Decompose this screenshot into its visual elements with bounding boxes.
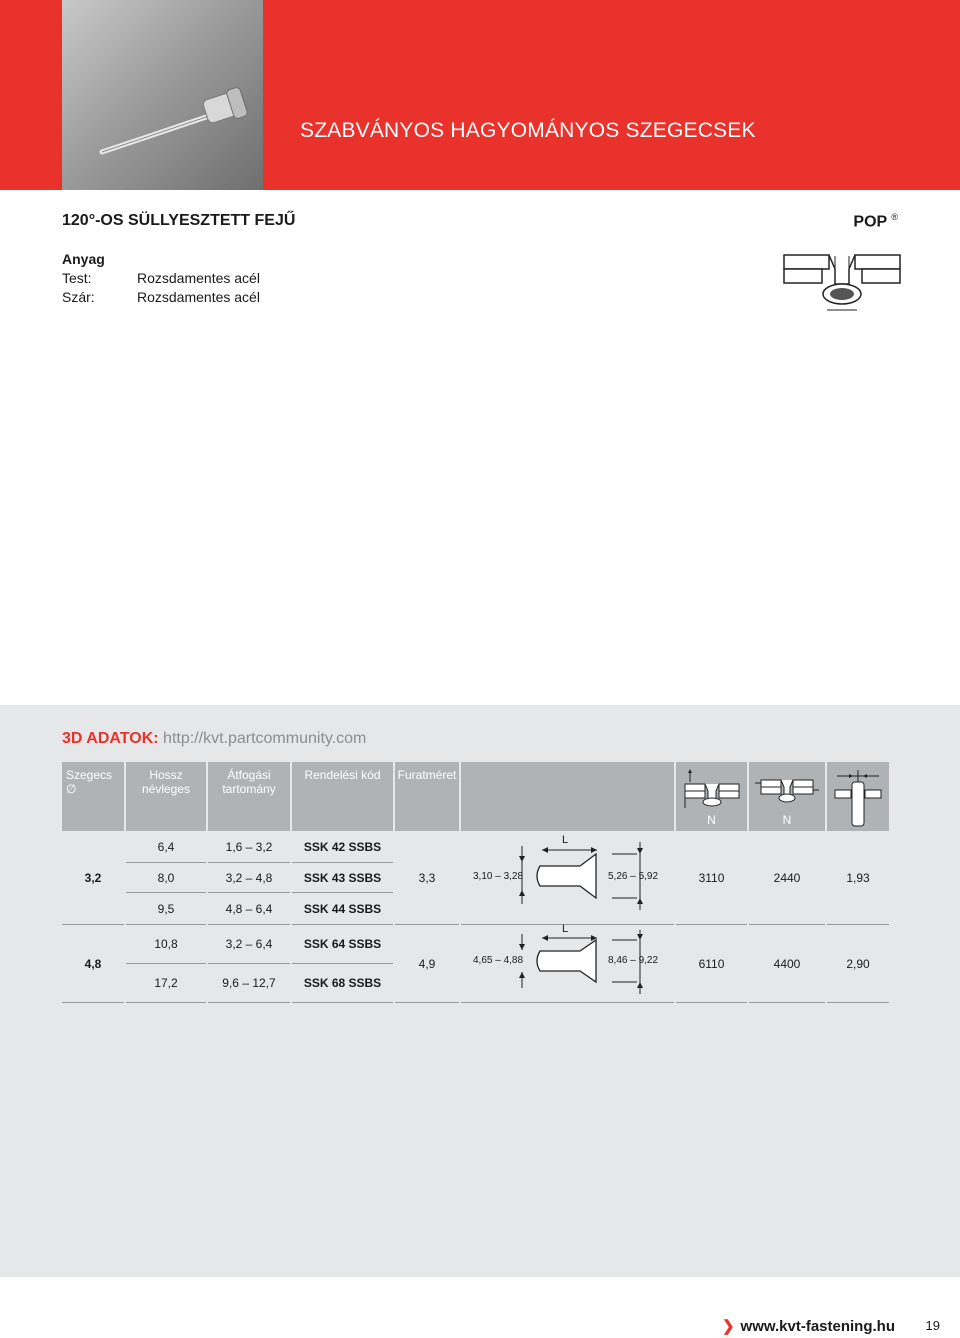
dim-shank-label: 3,10 – 3,28: [473, 871, 524, 882]
order-code-cell: SSK 64 SSBS: [291, 925, 394, 964]
length-cell: 9,5: [125, 893, 207, 925]
page-title: SZABVÁNYOS HAGYOMÁNYOS SZEGECSEK: [300, 119, 756, 142]
3d-data-line: [62, 730, 366, 748]
material-row: [62, 269, 260, 288]
col-hole: Furatméret: [394, 762, 460, 831]
footer-site: [722, 1317, 895, 1335]
registered-mark: ®: [891, 212, 898, 222]
page-number: 19: [925, 1318, 940, 1333]
header-banner: [0, 0, 960, 190]
col-shear: [748, 762, 826, 831]
shear-unit: N: [782, 813, 792, 827]
col-dimensions: [460, 762, 675, 831]
length-cell: 8,0: [125, 863, 207, 893]
page-footer: [0, 1277, 960, 1338]
hole-cell: 3,3: [394, 831, 460, 925]
order-code-cell: SSK 68 SSBS: [291, 964, 394, 1003]
brand-name: POP: [853, 213, 887, 231]
table-header-row: [62, 762, 889, 831]
mandrel-cell: 2,90: [826, 925, 889, 1003]
countersunk-section-icon: [783, 254, 901, 312]
material-value: Rozsdamentes acél: [137, 270, 260, 286]
grip-cell: 1,6 – 3,2: [207, 831, 291, 863]
diameter-cell: 3,2: [62, 831, 125, 925]
grip-cell: 3,2 – 4,8: [207, 863, 291, 893]
order-code-cell: SSK 43 SSBS: [291, 863, 394, 893]
grip-cell: 9,6 – 12,7: [207, 964, 291, 1003]
tensile-cell: 6110: [675, 925, 748, 1003]
rivet-image: [62, 0, 263, 190]
col-code: Rendelési kód: [291, 762, 394, 831]
shear-cell: 2440: [748, 831, 826, 925]
col-diameter: Szegecs ∅: [62, 762, 125, 831]
shear-cell: 4400: [748, 925, 826, 1003]
3d-data-label: 3D ADATOK:: [62, 730, 159, 747]
mandrel-icon: [833, 768, 883, 828]
tensile-strength-icon: [682, 768, 742, 812]
dim-head-label: 5,26 – 5,92: [608, 871, 659, 882]
brand-label: [853, 212, 898, 231]
material-row: [62, 288, 260, 307]
grip-cell: 4,8 – 6,4: [207, 893, 291, 925]
dim-l-label: L: [562, 834, 569, 846]
material-value: Rozsdamentes acél: [137, 289, 260, 305]
table-row: [62, 831, 889, 863]
col-mandrel: [826, 762, 889, 831]
dimension-cell: [460, 831, 675, 925]
diameter-cell: 4,8: [62, 925, 125, 1003]
hole-cell: 4,9: [394, 925, 460, 1003]
order-code-cell: SSK 44 SSBS: [291, 893, 394, 925]
length-cell: 10,8: [125, 925, 207, 964]
shear-strength-icon: [755, 768, 819, 812]
chevron-right-icon: ❯: [721, 1318, 735, 1335]
product-subtitle: 120°-OS SÜLLYESZTETT FEJŰ: [62, 212, 296, 229]
dim-shank-label: 4,65 – 4,88: [473, 955, 524, 966]
length-cell: 6,4: [125, 831, 207, 863]
material-key: Szár:: [62, 289, 95, 305]
dim-head-label: 8,46 – 9,22: [608, 955, 659, 966]
col-length: Hossz névleges: [125, 762, 207, 831]
dimension-cell: [460, 925, 675, 1003]
3d-data-link[interactable]: http://kvt.partcommunity.com: [163, 730, 367, 747]
length-cell: 17,2: [125, 964, 207, 1003]
col-tensile: [675, 762, 748, 831]
col-grip: Átfogási tartomány: [207, 762, 291, 831]
tensile-unit: N: [707, 813, 716, 827]
dim-l-label: L: [562, 923, 569, 935]
footer-site-link[interactable]: www.kvt-fastening.hu: [740, 1318, 895, 1335]
grip-cell: 3,2 – 6,4: [207, 925, 291, 964]
table-row: [62, 925, 889, 964]
tensile-cell: 3110: [675, 831, 748, 925]
rivet-photo: [62, 0, 263, 190]
material-key: Test:: [62, 270, 92, 286]
spec-table: [62, 762, 889, 1003]
mandrel-cell: 1,93: [826, 831, 889, 925]
material-block: [62, 250, 260, 307]
material-heading: Anyag: [62, 251, 105, 267]
order-code-cell: SSK 42 SSBS: [291, 831, 394, 863]
